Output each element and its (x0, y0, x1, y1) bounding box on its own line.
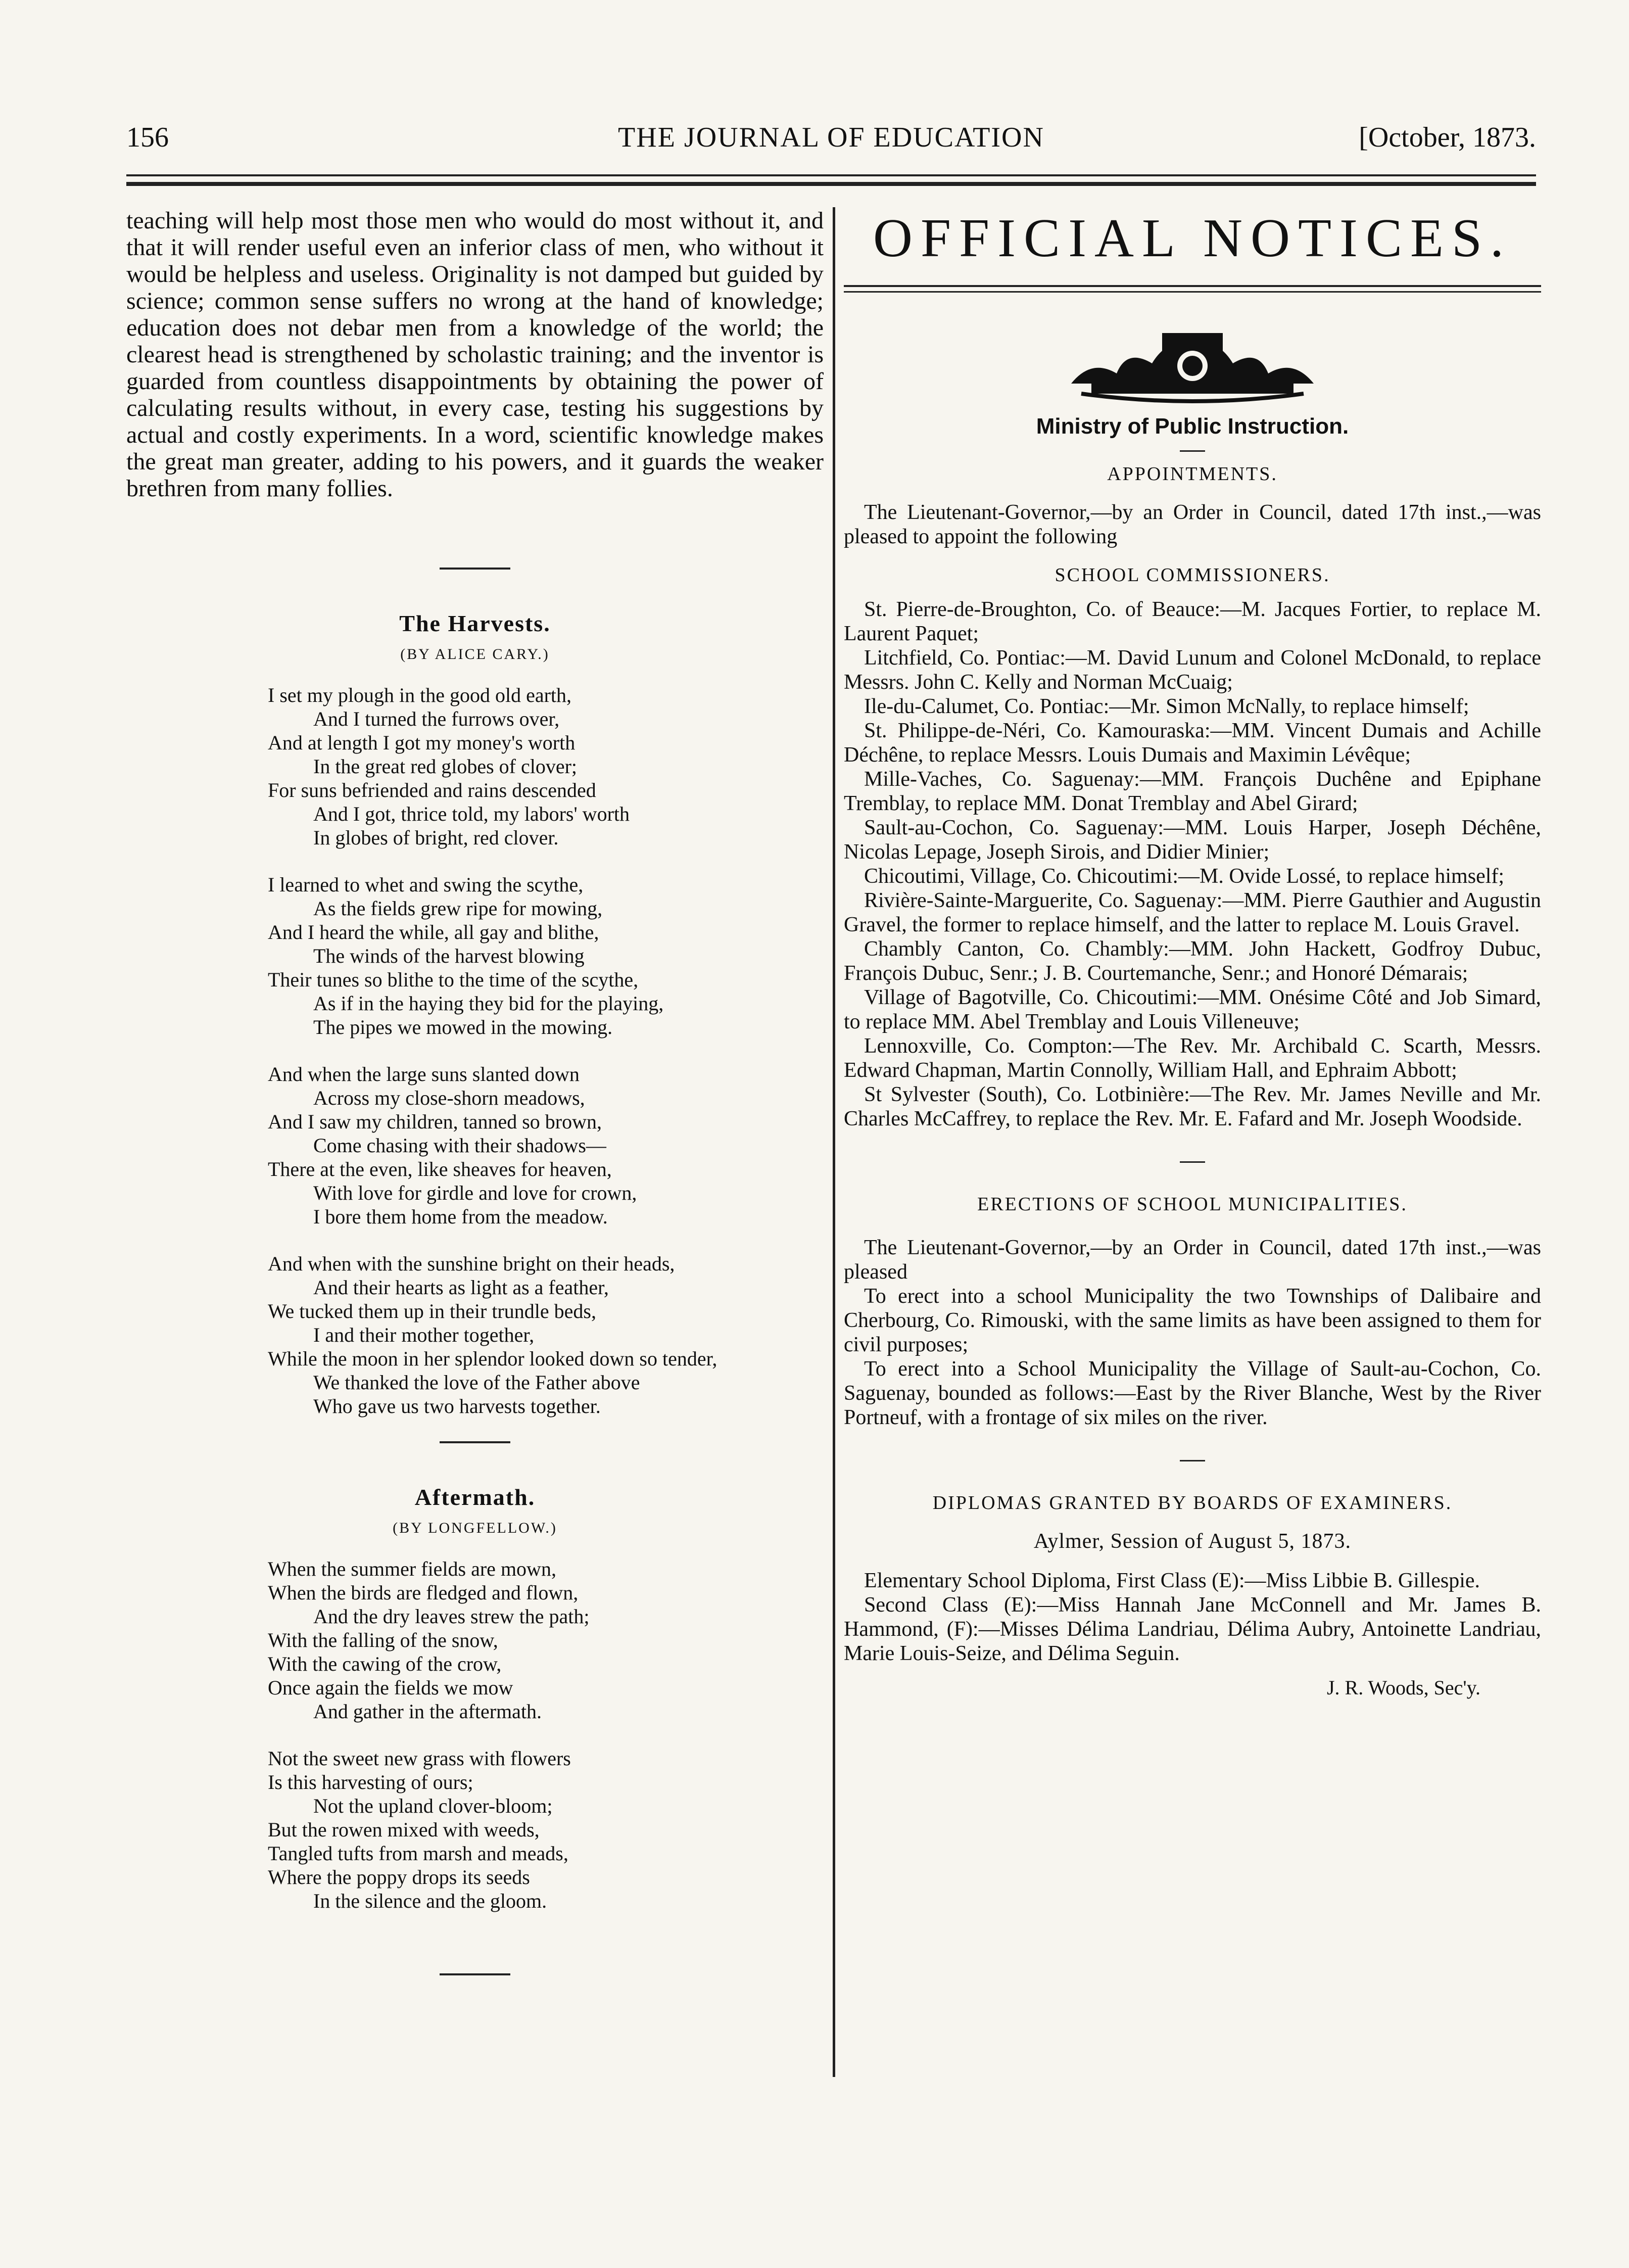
verse-line: While the moon in her splendor looked down so tender, (268, 1347, 717, 1370)
verse-line: Tangled tufts from marsh and meads, (268, 1842, 568, 1865)
header-rule-top (126, 174, 1536, 176)
verse-line: Is this harvesting of ours; (268, 1771, 473, 1793)
diplomas-session: Aylmer, Session of August 5, 1873. (1033, 1530, 1352, 1553)
title-rule (844, 285, 1541, 287)
verse-line: And I got, thrice told, my labors' worth (313, 802, 630, 825)
list-item: Second Class (E):—Miss Hannah Jane McConnell and Mr. James B. Hammond, (F):—Misses Délima Landriau, Délima Aubry, Antoinette Landriau, Marie Louis-Seize, and Délima Seguin. (844, 1593, 1541, 1665)
stanza (268, 1746, 824, 1913)
verse-line: I and their mother together, (313, 1324, 535, 1346)
verse-line: Not the upland clover-bloom; (313, 1794, 553, 1817)
verse-line: Their tunes so blithe to the time of the scythe, (268, 968, 639, 991)
verse-line: And when the large suns slanted down (268, 1063, 580, 1085)
verse-line: Where the poppy drops its seeds (268, 1866, 530, 1888)
signature: J. R. Woods, Sec'y. (1326, 1676, 1480, 1699)
verse-line: As if in the haying they bid for the playing, (313, 992, 664, 1015)
verse-line: Not the sweet new grass with flowers (268, 1747, 571, 1770)
ornament-crest-icon (1061, 328, 1324, 404)
journal-title: THE JOURNAL OF EDUCATION (618, 122, 1044, 153)
stanza (268, 1252, 824, 1418)
list-item: St Sylvester (South), Co. Lotbinière:—The Rev. Mr. James Neville and Mr. Charles McCaffrey, to replace the Rev. Mr. E. Fafard and Mr. Joseph Woodside. (844, 1083, 1541, 1130)
header-rule-bottom (126, 182, 1536, 186)
column-divider (833, 207, 835, 2077)
list-item: Elementary School Diploma, First Class (E):—Miss Libbie B. Gillespie. (864, 1569, 1480, 1592)
verse-line: And I saw my children, tanned so brown, (268, 1110, 602, 1133)
verse-line: And their hearts as light as a feather, (313, 1276, 609, 1299)
section-divider (440, 568, 510, 570)
section-divider (440, 1441, 510, 1443)
list-item: Ile-du-Calumet, Co. Pontiac:—Mr. Simon McNally, to replace himself; (864, 695, 1469, 718)
verse-line: When the birds are fledged and flown, (268, 1581, 579, 1604)
list-item: Lennoxville, Co. Compton:—The Rev. Mr. Archibald C. Scarth, Messrs. Edward Chapman, Martin Connolly, William Hall, and Ephraim Abbott; (844, 1034, 1541, 1082)
stanza (268, 1062, 824, 1228)
small-rule (1180, 1460, 1205, 1461)
verse-line: I learned to whet and swing the scythe, (268, 873, 584, 896)
poem-title-aftermath: Aftermath. (414, 1484, 536, 1510)
small-rule (1180, 450, 1205, 452)
verse-line: Once again the fields we mow (268, 1676, 513, 1699)
list-item: Rivière-Sainte-Marguerite, Co. Saguenay:—MM. Pierre Gauthier and Augustin Gravel, the former to replace himself, and the latter to replace M. Louis Gravel. (844, 889, 1541, 936)
verse-line: And gather in the aftermath. (313, 1700, 542, 1723)
verse-line: I bore them home from the meadow. (313, 1205, 608, 1228)
page-number: 156 (126, 122, 169, 153)
poem-harvests (126, 683, 824, 1418)
verse-line: There at the even, like sheaves for heaven, (268, 1158, 612, 1180)
erections-heading: ERECTIONS OF SCHOOL MUNICIPALITIES. (977, 1194, 1408, 1215)
verse-line: And when with the sunshine bright on their heads, (268, 1252, 675, 1275)
verse-line: In the great red globes of clover; (313, 755, 578, 778)
verse-line: As the fields grew ripe for mowing, (313, 897, 603, 920)
list-item: St. Pierre-de-Broughton, Co. of Beauce:—M. Jacques Fortier, to replace M. Laurent Paquet; (844, 598, 1541, 645)
stanza (268, 1557, 824, 1723)
poem-byline-harvests: (BY ALICE CARY.) (400, 646, 550, 663)
commissioners-heading: SCHOOL COMMISSIONERS. (1055, 564, 1330, 586)
list-item: Chambly Canton, Co. Chambly:—MM. John Hackett, Godfroy Dubuc, François Dubuc, Senr.; J. B. Courtemanche, Senr.; and Honoré Démarais; (844, 937, 1541, 985)
verse-line: The pipes we mowed in the mowing. (313, 1016, 613, 1038)
section-divider (440, 1973, 510, 1975)
appointments-intro: The Lieutenant-Governor,—by an Order in Council, dated 17th inst.,—was pleased to appoint the following (844, 501, 1541, 548)
issue-date: [October, 1873. (1359, 122, 1536, 153)
left-column (126, 207, 824, 1975)
verse-line: Come chasing with their shadows— (313, 1134, 606, 1157)
verse-line: I set my plough in the good old earth, (268, 684, 572, 706)
verse-line: We thanked the love of the Father above (313, 1371, 640, 1394)
verse-line: With love for girdle and love for crown, (313, 1182, 637, 1204)
poem-title-harvests: The Harvests. (399, 610, 551, 636)
small-rule (1180, 1161, 1205, 1163)
verse-line: Across my close-shorn meadows, (313, 1086, 585, 1109)
poem-aftermath (126, 1557, 824, 1913)
list-item: Litchfield, Co. Pontiac:—M. David Lunum and Colonel McDonald, to replace Messrs. John C. Kelly and Norman McCuaig; (844, 646, 1541, 694)
appointments-heading: APPOINTMENTS. (1107, 463, 1278, 485)
diplomas-list (844, 1569, 1541, 1666)
list-item: The Lieutenant-Governor,—by an Order in Council, dated 17th inst.,—was pleased (844, 1236, 1541, 1284)
verse-line: In globes of bright, red clover. (313, 826, 559, 849)
essay-continuation: teaching will help most those men who would do most without it, and that it will render useful even an inferior class of men, who without it would be helpless and useless. Originality is not damped but guided by science; common sense suffers no wrong at the hand of knowledge; education does not debar men from a knowledge of the world; the clearest head is strengthened by scholastic training; and the inventor is guarded from countless disappointments by obtaining the power of calculating results without, in every case, testing his suggestions by actual and costly experiments. In a word, scientific knowledge makes the great man greater, adding to his powers, and it guards the weaker brethren from many follies. (126, 207, 824, 502)
verse-line: For suns befriended and rains descended (268, 779, 596, 801)
ministry-heading: Ministry of Public Instruction. (1036, 414, 1349, 439)
verse-line: When the summer fields are mown, (268, 1557, 556, 1580)
list-item: Sault-au-Cochon, Co. Saguenay:—MM. Louis Harper, Joseph Déchêne, Nicolas Lepage, Joseph Sirois, and Didier Minier; (844, 816, 1541, 864)
verse-line: And I turned the furrows over, (313, 707, 560, 730)
title-rule (844, 291, 1541, 293)
commissioners-list (844, 597, 1541, 1131)
verse-line: And at length I got my money's worth (268, 731, 576, 754)
verse-line: In the silence and the gloom. (313, 1889, 547, 1912)
list-item: Mille-Vaches, Co. Saguenay:—MM. François Duchêne and Epiphane Tremblay, to replace MM. Donat Tremblay and Abel Girard; (844, 768, 1541, 815)
stanza (268, 873, 824, 1039)
verse-line: And the dry leaves strew the path; (313, 1605, 590, 1628)
stanza (268, 683, 824, 849)
verse-line: And I heard the while, all gay and blithe, (268, 921, 599, 943)
list-item: St. Philippe-de-Néri, Co. Kamouraska:—MM. Vincent Dumais and Achille Déchêne, to replace Messrs. Louis Dumais and Maximin Lévêque; (844, 719, 1541, 767)
verse-line: With the falling of the snow, (268, 1629, 498, 1651)
verse-line: With the cawing of the crow, (268, 1652, 502, 1675)
right-column (844, 207, 1541, 1699)
list-item: To erect into a school Municipality the two Townships of Dalibaire and Cherbourg, Co. Rimouski, with the same limits as have been assigned to them for civil purposes; (844, 1285, 1541, 1356)
list-item: Chicoutimi, Village, Co. Chicoutimi:—M. Ovide Lossé, to replace himself; (864, 865, 1505, 888)
verse-line: The winds of the harvest blowing (313, 944, 585, 967)
verse-line: Who gave us two harvests together. (313, 1395, 601, 1418)
list-item: Village of Bagotville, Co. Chicoutimi:—MM. Onésime Côté and Job Simard, to replace MM. Abel Tremblay and Louis Villeneuve; (844, 986, 1541, 1033)
poem-byline-aftermath: (BY LONGFELLOW.) (393, 1520, 557, 1536)
verse-line: We tucked them up in their trundle beds, (268, 1300, 596, 1322)
verse-line: But the rowen mixed with weeds, (268, 1818, 540, 1841)
official-notices-title: OFFICIAL NOTICES. (873, 208, 1512, 268)
running-header (126, 116, 1536, 162)
diplomas-heading: DIPLOMAS GRANTED BY BOARDS OF EXAMINERS. (932, 1492, 1453, 1514)
erections-list (844, 1236, 1541, 1430)
list-item: To erect into a School Municipality the Village of Sault-au-Cochon, Co. Saguenay, bounded as follows:—East by the River Blanche, West by the River Portneuf, with a frontage of six miles on the river. (844, 1357, 1541, 1429)
